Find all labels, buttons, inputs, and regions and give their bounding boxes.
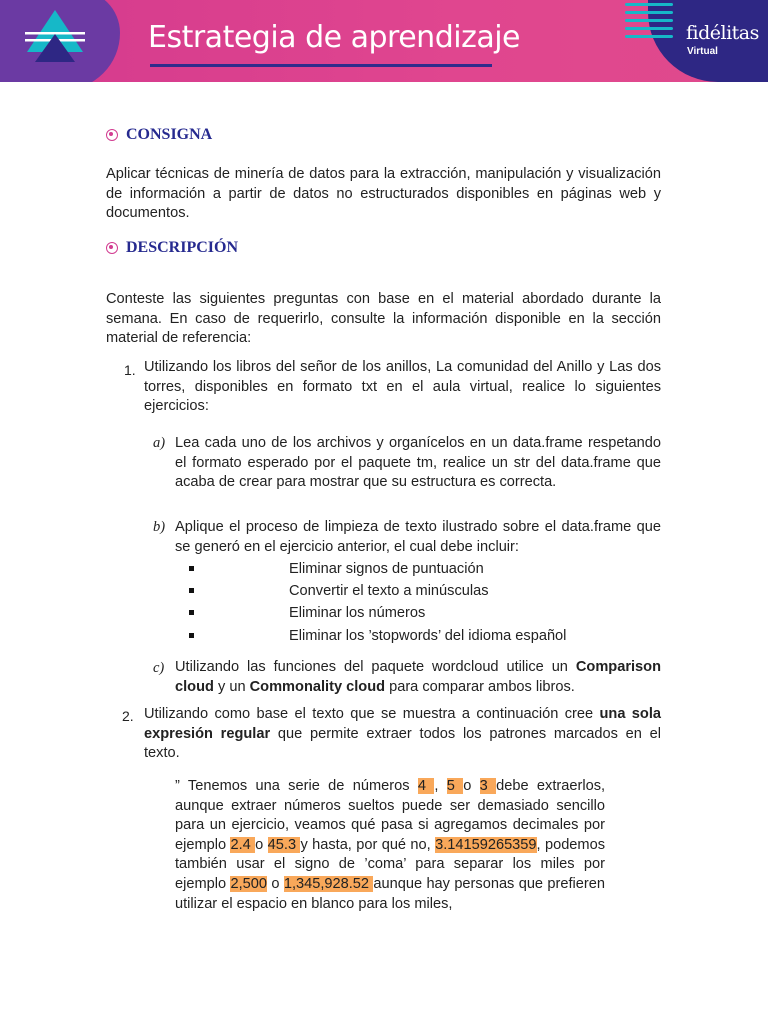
list-item: Eliminar los números	[289, 605, 426, 621]
header-banner	[0, 0, 768, 82]
question-1-text: Utilizando los libros del señor de los anillos, La comunidad del Anillo y Las dos torres, disponibles en formato txt en el aula virtual, realice lo siguientes ejercicios:	[144, 359, 661, 414]
item-c-label: c)	[153, 660, 165, 676]
triangle-logo-icon	[25, 8, 85, 66]
section-consigna-heading	[106, 126, 212, 144]
highlight-match: 5	[446, 778, 464, 794]
highlight-match: 45.3	[267, 836, 301, 853]
question-2-text: Utilizando como base el texto que se muestra a continuación cree una sola expresión regular que permite extraer todos los patrones marcados en el texto.	[144, 706, 662, 761]
highlight-match: 3	[479, 778, 497, 794]
circle-bullet-icon	[106, 242, 118, 254]
square-bullet-icon	[189, 588, 194, 593]
list-item: Eliminar los ’stopwords’ del idioma español	[289, 628, 567, 644]
brand-sub-text: Virtual	[687, 46, 718, 57]
title-underline	[150, 64, 492, 67]
consigna-text: Aplicar técnicas de minería de datos para la extracción, manipulación y visualización de información a partir de datos no estructurados disponibles en páginas web y documentos.	[106, 166, 661, 221]
section-descripcion-heading	[106, 239, 238, 257]
quote-text: ” Tenemos una serie de números 4 , 5 o 3 debe extraerlos, aunque extraer números sueltos puede ser demasiado sencillo para un ejercicio, veamos qué pasa si agregamos decimales por ejemplo 2.4 o 45.3 y hasta, por qué no, 3.14159265359, podemos también usar el signo de ’coma’ para separar los miles por ejemplo 2,500 o 1,345,928.52 aunque hay personas que prefieren utilizar el espacio en blanco para los miles,	[175, 778, 606, 912]
question-1-number: 1.	[124, 362, 136, 378]
brand-logo-text: fidélitas	[686, 22, 759, 44]
square-bullet-icon	[189, 566, 194, 571]
item-a-text: Lea cada uno de los archivos y organícelos en un data.frame respetando el formato esperado por el paquete tm, realice un str del data.frame que acaba de crear para mostrar que su estructura es correcta.	[175, 435, 661, 490]
page-title: Estrategia de aprendizaje	[148, 20, 520, 55]
circle-bullet-icon	[106, 129, 118, 141]
list-item: Convertir el texto a minúsculas	[289, 583, 489, 599]
descripcion-intro: Conteste las siguientes preguntas con base en el material abordado durante la semana. En caso de requerirlo, consulte la información disponible en la sección material de referencia:	[106, 291, 661, 346]
highlight-match: 4	[417, 778, 435, 794]
consigna-label: CONSIGNA	[126, 126, 213, 143]
item-a-label: a)	[153, 435, 166, 451]
highlight-match: 2,500	[230, 875, 267, 892]
highlight-match: 3.14159265359	[435, 836, 537, 853]
list-item: Eliminar signos de puntuación	[289, 561, 484, 577]
square-bullet-icon	[189, 610, 194, 615]
stripes-decoration-icon	[625, 0, 673, 40]
highlight-match: 2.4	[230, 836, 256, 853]
square-bullet-icon	[189, 633, 194, 638]
question-2-number: 2.	[122, 708, 134, 724]
item-b-label: b)	[153, 519, 166, 535]
descripcion-label: DESCRIPCIÓN	[126, 239, 239, 256]
item-b-text: Aplique el proceso de limpieza de texto ilustrado sobre el data.frame que se generó en el ejercicio anterior, el cual debe incluir:	[175, 519, 661, 555]
item-c-text: Utilizando las funciones del paquete wordcloud utilice un Comparison cloud y un Commonality cloud para comparar ambos libros.	[175, 659, 661, 695]
highlight-match: 1,345,928.52	[283, 875, 374, 892]
